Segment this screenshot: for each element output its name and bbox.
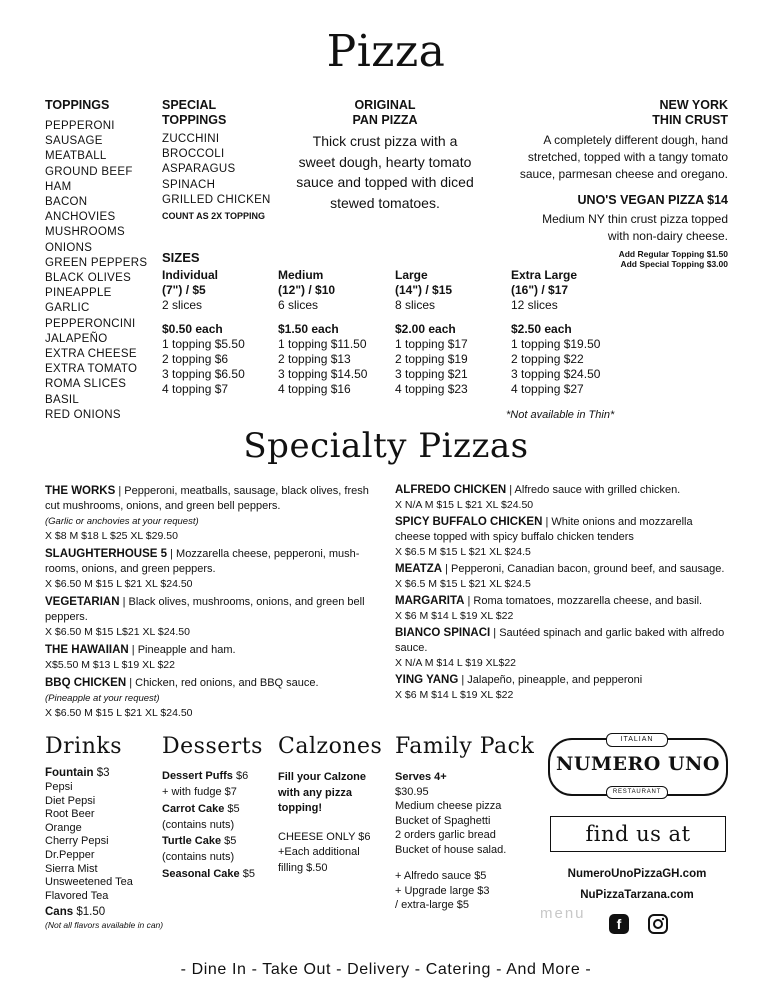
size-slices: 8 slices — [395, 298, 436, 312]
topping-each-price: $2.00 each — [395, 322, 456, 336]
toppings-heading: TOPPINGS — [45, 98, 110, 112]
specialty-pizza-name: MARGARITA — [395, 595, 465, 607]
specialty-pizza-name: SLAUGHTERHOUSE 5 — [45, 548, 168, 560]
specialty-pizza-name: THE WORKS — [45, 485, 116, 497]
specialty-pizza-item: ALFREDO CHICKEN | Alfredo sauce with grilled chicken. X N/A M $15 L $21 XL $24.50 — [395, 483, 729, 513]
watermark: menu — [540, 905, 586, 922]
drinks-title: Drinks — [45, 734, 122, 759]
specialty-pizza-desc: Pepperoni, Canadian bacon, ground beef, and sausage. — [451, 563, 725, 575]
special-toppings-list — [162, 132, 292, 208]
special-topping-item: ASPARAGUS — [162, 163, 236, 176]
specialty-pizza-name: BIANCO SPINACI — [395, 627, 491, 639]
specialty-pizza-price: X $8 M $18 L $25 XL $29.50 — [45, 530, 178, 542]
topping-item: BACON — [45, 196, 88, 209]
dessert-puffs-price: $6 — [235, 770, 249, 782]
specialty-pizza-item: THE WORKS | Pepperoni, meatballs, sausage, black olives, fresh cut mushrooms, onions, and green bell peppers. (Garlic or anchovies at your request) X $8 M $18 L $25 XL $29.50 — [45, 484, 377, 544]
drink-item: Diet Pepsi — [45, 794, 96, 807]
sizes-heading: SIZES — [162, 250, 200, 265]
size-diameter-price: (7") / $5 — [162, 283, 206, 297]
footer-item: Take Out — [262, 961, 332, 978]
topping-each-price: $0.50 each — [162, 322, 223, 336]
drink-item: Root Beer — [45, 808, 95, 821]
logo-name: NUMERO UNO — [556, 753, 720, 775]
topping-item: ROMA SLICES — [45, 378, 127, 391]
special-toppings-section — [162, 98, 292, 221]
drinks-section — [45, 732, 165, 930]
specialty-pizza-item: VEGETARIAN | Black olives, mushrooms, onions, and green bell peppers. X $6.50 M $15 L$21 XL $24.50 — [45, 595, 377, 640]
original-heading-2: PAN PIZZA — [352, 113, 418, 127]
topping-item: RED ONIONS — [45, 408, 121, 421]
instagram-icon[interactable] — [648, 914, 668, 934]
original-desc-line: Thick crust pizza with a — [312, 133, 458, 149]
family-pack-extras — [395, 869, 535, 913]
specialty-pizza-name: ALFREDO CHICKEN — [395, 484, 507, 496]
drink-item: Orange — [45, 821, 82, 834]
cans-note: (Not all flavors available in can) — [45, 920, 164, 931]
topping-price-line: 2 topping $6 — [162, 352, 229, 366]
ny-desc-line: sauce, parmesan cheese and oregano. — [519, 167, 728, 181]
topping-price-line: 4 topping $27 — [511, 382, 584, 396]
topping-item: BASIL — [45, 393, 80, 406]
specialty-pizza-price: X $6.50 M $15 L$21 XL $24.50 — [45, 626, 190, 638]
specialty-pizza-note: (Pineapple at your request) — [45, 693, 160, 704]
size-name: Individual — [162, 268, 219, 282]
topping-price-line: 2 topping $13 — [278, 352, 351, 366]
topping-item: MEATBALL — [45, 150, 107, 163]
topping-price-line: 1 topping $11.50 — [278, 337, 367, 351]
size-name: Medium — [278, 268, 324, 282]
drink-item: Pepsi — [45, 781, 73, 793]
specialty-pizza-item: YING YANG | Jalapeño, pineapple, and pepperoni X $6 M $14 L $19 XL $22 — [395, 673, 729, 703]
topping-item: PINEAPPLE — [45, 287, 112, 300]
topping-item: BLACK OLIVES — [45, 272, 132, 285]
specialty-pizza-item: MARGARITA | Roma tomatoes, mozzarella cheese, and basil. X $6 M $14 L $19 XL $22 — [395, 594, 729, 624]
specialty-pizza-desc: Roma tomatoes, mozzarella cheese, and basil. — [473, 595, 703, 607]
logo-top-text: ITALIAN — [606, 733, 668, 747]
calzone-line: topping! — [278, 802, 322, 815]
ny-heading-1: NEW YORK — [659, 98, 728, 112]
turtle-cake: Turtle Cake — [162, 835, 222, 848]
footer-item: Dine In — [191, 961, 247, 978]
vegan-desc-line: Medium NY thin crust pizza topped — [542, 212, 728, 226]
specialty-pizza-desc: White onions and mozzarella cheese topped with spicy buffalo chicken tenders — [395, 516, 693, 543]
specialty-pizza-desc: Alfredo sauce with grilled chicken. — [514, 484, 681, 496]
specialty-pizza-price: X N/A M $14 L $19 XL$22 — [395, 657, 517, 669]
toppings-list — [45, 119, 155, 423]
family-pack-line: 2 orders garlic bread — [395, 829, 496, 841]
cans-price: $1.50 — [76, 906, 106, 919]
specialty-pizza-price: X$5.50 M $13 L $19 XL $22 — [45, 659, 175, 671]
specialty-pizza-name: YING YANG — [395, 674, 459, 686]
fountain-price: $3 — [96, 767, 110, 779]
specialty-pizza-name: VEGETARIAN — [45, 596, 120, 608]
topping-item: EXTRA TOMATO — [45, 363, 138, 376]
topping-item: PEPPERONI — [45, 120, 115, 132]
dessert-fudge: + with fudge $7 — [162, 786, 237, 799]
website-link-1[interactable]: NumeroUnoPizzaGH.com — [567, 868, 707, 880]
specialty-pizza-item: SLAUGHTERHOUSE 5 | Mozzarella cheese, pepperoni, mush-rooms, onions, and green peppers. X $6.50 M $15 L $21 XL $24.50 — [45, 547, 377, 592]
original-heading-1: ORIGINAL — [354, 98, 416, 112]
topping-item: GARLIC — [45, 302, 90, 315]
special-topping-item: GRILLED CHICKEN — [162, 193, 271, 206]
footer-item: Catering — [425, 961, 492, 978]
turtle-cake-note: (contains nuts) — [162, 851, 235, 864]
topping-item: HAM — [45, 180, 72, 193]
desserts-title: Desserts — [162, 734, 263, 759]
calzone-line: filling $.50 — [278, 861, 328, 874]
drink-item: Cherry Pepsi — [45, 835, 109, 848]
original-desc-line: stewed tomatoes. — [330, 194, 440, 211]
topping-item: SAUSAGE — [45, 135, 103, 148]
specialty-pizza-note: (Garlic or anchovies at your request) — [45, 516, 199, 527]
vegan-desc-line: with non-dairy cheese. — [607, 229, 728, 243]
size-slices: 12 slices — [511, 298, 558, 312]
family-pack-title: Family Pack — [395, 734, 535, 759]
topping-item: JALAPEÑO — [45, 332, 108, 345]
specialty-pizza-desc: Mozzarella cheese, pepperoni, mush-rooms, onions, and green peppers. — [45, 548, 360, 575]
specialty-pizza-price: X $6 M $14 L $19 XL $22 — [395, 610, 514, 622]
specialty-pizza-desc: Jalapeño, pineapple, and pepperoni — [467, 674, 643, 686]
special-toppings-heading-2: TOPPINGS — [162, 113, 227, 127]
specialty-pizza-price: X $6.50 M $15 L $21 XL $24.50 — [45, 578, 193, 590]
website-link-2[interactable]: NuPizzaTarzana.com — [580, 889, 694, 901]
footer-item: Delivery — [347, 961, 410, 978]
original-pan-section — [278, 98, 492, 213]
size-name: Large — [395, 268, 428, 282]
specialty-pizza-item: SPICY BUFFALO CHICKEN | White onions and mozzarella cheese topped with spicy buffalo chicken tenders X $6.5 M $15 L $21 XL $24.5 — [395, 515, 729, 560]
specialty-title: Specialty Pizzas — [243, 426, 529, 466]
carrot-cake-price: $5 — [227, 802, 240, 815]
carrot-cake: Carrot Cake — [162, 802, 225, 815]
topping-item: ANCHOVIES — [45, 211, 116, 224]
vegan-add-regular: Add Regular Topping $1.50 — [618, 249, 728, 259]
logo-bottom-text: RESTAURANT — [606, 786, 668, 799]
drinks-list — [45, 781, 165, 903]
carrot-cake-note: (contains nuts) — [162, 818, 235, 831]
find-us-box: find us at — [550, 816, 726, 852]
special-topping-item: ZUCCHINI — [162, 133, 220, 145]
family-pack-section — [395, 732, 535, 913]
drink-item: Dr.Pepper — [45, 848, 95, 861]
calzone-line: Fill your Calzone — [278, 771, 367, 783]
dessert-puffs: Dessert Puffs — [162, 770, 233, 782]
ny-heading-2: THIN CRUST — [652, 113, 728, 127]
topping-price-line: 1 topping $5.50 — [162, 337, 245, 351]
specialty-right-list — [395, 483, 729, 705]
numero-uno-logo — [548, 738, 728, 796]
original-desc-line: sweet dough, hearty tomato — [298, 153, 472, 170]
specialty-left-list — [45, 484, 377, 724]
specialty-pizza-price: X $6.5 M $15 L $21 XL $24.5 — [395, 578, 531, 590]
family-pack-extra: / extra-large $5 — [395, 899, 469, 911]
specialty-pizza-name: BBQ CHICKEN — [45, 677, 127, 689]
topping-item: EXTRA CHEESE — [45, 348, 137, 361]
ny-desc-line: A completely different dough, hand — [543, 133, 728, 147]
seasonal-cake: Seasonal Cake — [162, 867, 240, 880]
facebook-icon[interactable]: f — [609, 914, 629, 934]
family-serves: Serves 4+ — [395, 771, 447, 783]
specialty-pizza-name: THE HAWAIIAN — [45, 644, 129, 656]
calzones-section — [278, 732, 390, 877]
topping-price-line: 1 topping $17 — [395, 337, 468, 351]
special-toppings-heading-1: SPECIAL — [162, 98, 217, 112]
family-pack-extra: + Alfredo sauce $5 — [395, 870, 487, 882]
size-column — [395, 268, 513, 397]
special-topping-item: SPINACH — [162, 178, 216, 191]
topping-price-line: 3 topping $21 — [395, 367, 468, 381]
specialty-pizza-price: X N/A M $15 L $21 XL $24.50 — [395, 499, 534, 511]
calzone-line: CHEESE ONLY $6 — [278, 830, 371, 843]
specialty-pizza-desc: Black olives, mushrooms, onions, and green bell peppers. — [45, 596, 365, 623]
toppings-section — [45, 98, 155, 423]
ny-desc-line: stretched, topped with a tangy tomato — [527, 150, 728, 164]
calzone-line: +Each additional — [278, 846, 360, 859]
footer-bar: - Dine In - Take Out - Delivery - Catering - And More - — [180, 961, 592, 978]
topping-price-line: 4 topping $7 — [162, 382, 229, 396]
drink-item: Sierra Mist — [45, 862, 98, 875]
specialty-pizza-name: SPICY BUFFALO CHICKEN — [395, 516, 543, 528]
footer-item: And More — [506, 961, 581, 978]
family-pack-line: Bucket of house salad. — [395, 843, 507, 856]
topping-price-line: 4 topping $23 — [395, 382, 468, 396]
specialty-pizza-item: THE HAWAIIAN | Pineapple and ham. X$5.50 M $13 L $19 XL $22 — [45, 643, 377, 673]
specialty-pizza-item: MEATZA | Pepperoni, Canadian bacon, ground beef, and sausage. X $6.5 M $15 L $21 XL $24.5 — [395, 562, 729, 592]
size-diameter-price: (12") / $10 — [278, 283, 336, 297]
topping-item: PEPPERONCINI — [45, 317, 136, 330]
original-desc-line: sauce and topped with diced — [296, 174, 474, 190]
specialty-pizza-desc: Pepperoni, meatballs, sausage, black olives, fresh cut mushrooms, onions, and green bell peppers. — [45, 485, 369, 512]
family-pack-lines — [395, 785, 535, 858]
vegan-heading: UNO'S VEGAN PIZZA $14 — [577, 193, 728, 207]
specialty-pizza-desc: Sautéed spinach and garlic baked with alfredo sauce. — [395, 627, 725, 654]
topping-price-line: 3 topping $6.50 — [162, 367, 245, 381]
size-column — [162, 268, 280, 397]
size-diameter-price: (14") / $15 — [395, 283, 453, 297]
size-name: Extra Large — [511, 268, 578, 282]
size-column — [278, 268, 396, 397]
family-pack-line: Bucket of Spaghetti — [395, 814, 491, 827]
topping-price-line: 2 topping $19 — [395, 352, 468, 366]
specialty-pizza-price: X $6.5 M $15 L $21 XL $24.5 — [395, 546, 531, 558]
specialty-pizza-name: MEATZA — [395, 563, 443, 575]
specialty-pizza-price: X $6.50 M $15 L $21 XL $24.50 — [45, 707, 193, 719]
specialty-pizza-desc: Chicken, red onions, and BBQ sauce. — [135, 677, 319, 689]
topping-each-price: $2.50 each — [511, 322, 572, 336]
topping-price-line: 1 topping $19.50 — [511, 337, 601, 351]
topping-item: ONIONS — [45, 241, 93, 254]
topping-item: GREEN PEPPERS — [45, 256, 148, 269]
fountain-label: Fountain — [45, 767, 94, 779]
topping-price-line: 4 topping $16 — [278, 382, 351, 396]
cans-label: Cans — [45, 906, 74, 919]
topping-each-price: $1.50 each — [278, 322, 339, 336]
topping-price-line: 2 topping $22 — [511, 352, 584, 366]
special-topping-item: BROCCOLI — [162, 148, 225, 161]
vegan-add-special: Add Special Topping $3.00 — [620, 259, 728, 269]
desserts-section — [162, 732, 277, 882]
special-toppings-note: COUNT AS 2X TOPPING — [162, 211, 266, 222]
turtle-cake-price: $5 — [224, 835, 237, 848]
size-column — [511, 268, 629, 397]
calzone-line: with any pizza — [278, 786, 352, 799]
seasonal-cake-price: $5 — [242, 867, 255, 880]
drink-item: Flavored Tea — [45, 889, 109, 902]
sizes-section — [162, 250, 632, 410]
specialty-pizza-item: BBQ CHICKEN | Chicken, red onions, and BBQ sauce. (Pineapple at your request) X $6.50 M $15 L $21 XL $24.50 — [45, 676, 377, 721]
size-diameter-price: (16") / $17 — [511, 283, 569, 297]
specialty-pizza-item: BIANCO SPINACI | Sautéed spinach and garlic baked with alfredo sauce. X N/A M $14 L $19 XL$22 — [395, 626, 729, 671]
topping-price-line: 3 topping $14.50 — [278, 367, 368, 381]
sizes-note: *Not available in Thin* — [506, 409, 615, 421]
drink-item: Unsweetened Tea — [45, 876, 133, 889]
family-pack-line: Medium cheese pizza — [395, 800, 502, 812]
topping-item: GROUND BEEF — [45, 165, 133, 178]
page-title: Pizza — [326, 26, 446, 77]
family-pack-extra: + Upgrade large $3 — [395, 884, 490, 897]
ny-thin-section — [492, 98, 728, 269]
topping-price-line: 3 topping $24.50 — [511, 367, 601, 381]
specialty-pizza-price: X $6 M $14 L $19 XL $22 — [395, 689, 514, 701]
topping-item: MUSHROOMS — [45, 226, 126, 239]
family-pack-line: $30.95 — [395, 785, 429, 798]
specialty-pizza-desc: Pineapple and ham. — [137, 644, 236, 656]
size-slices: 6 slices — [278, 298, 319, 312]
calzones-title: Calzones — [278, 734, 383, 759]
size-slices: 2 slices — [162, 298, 203, 312]
